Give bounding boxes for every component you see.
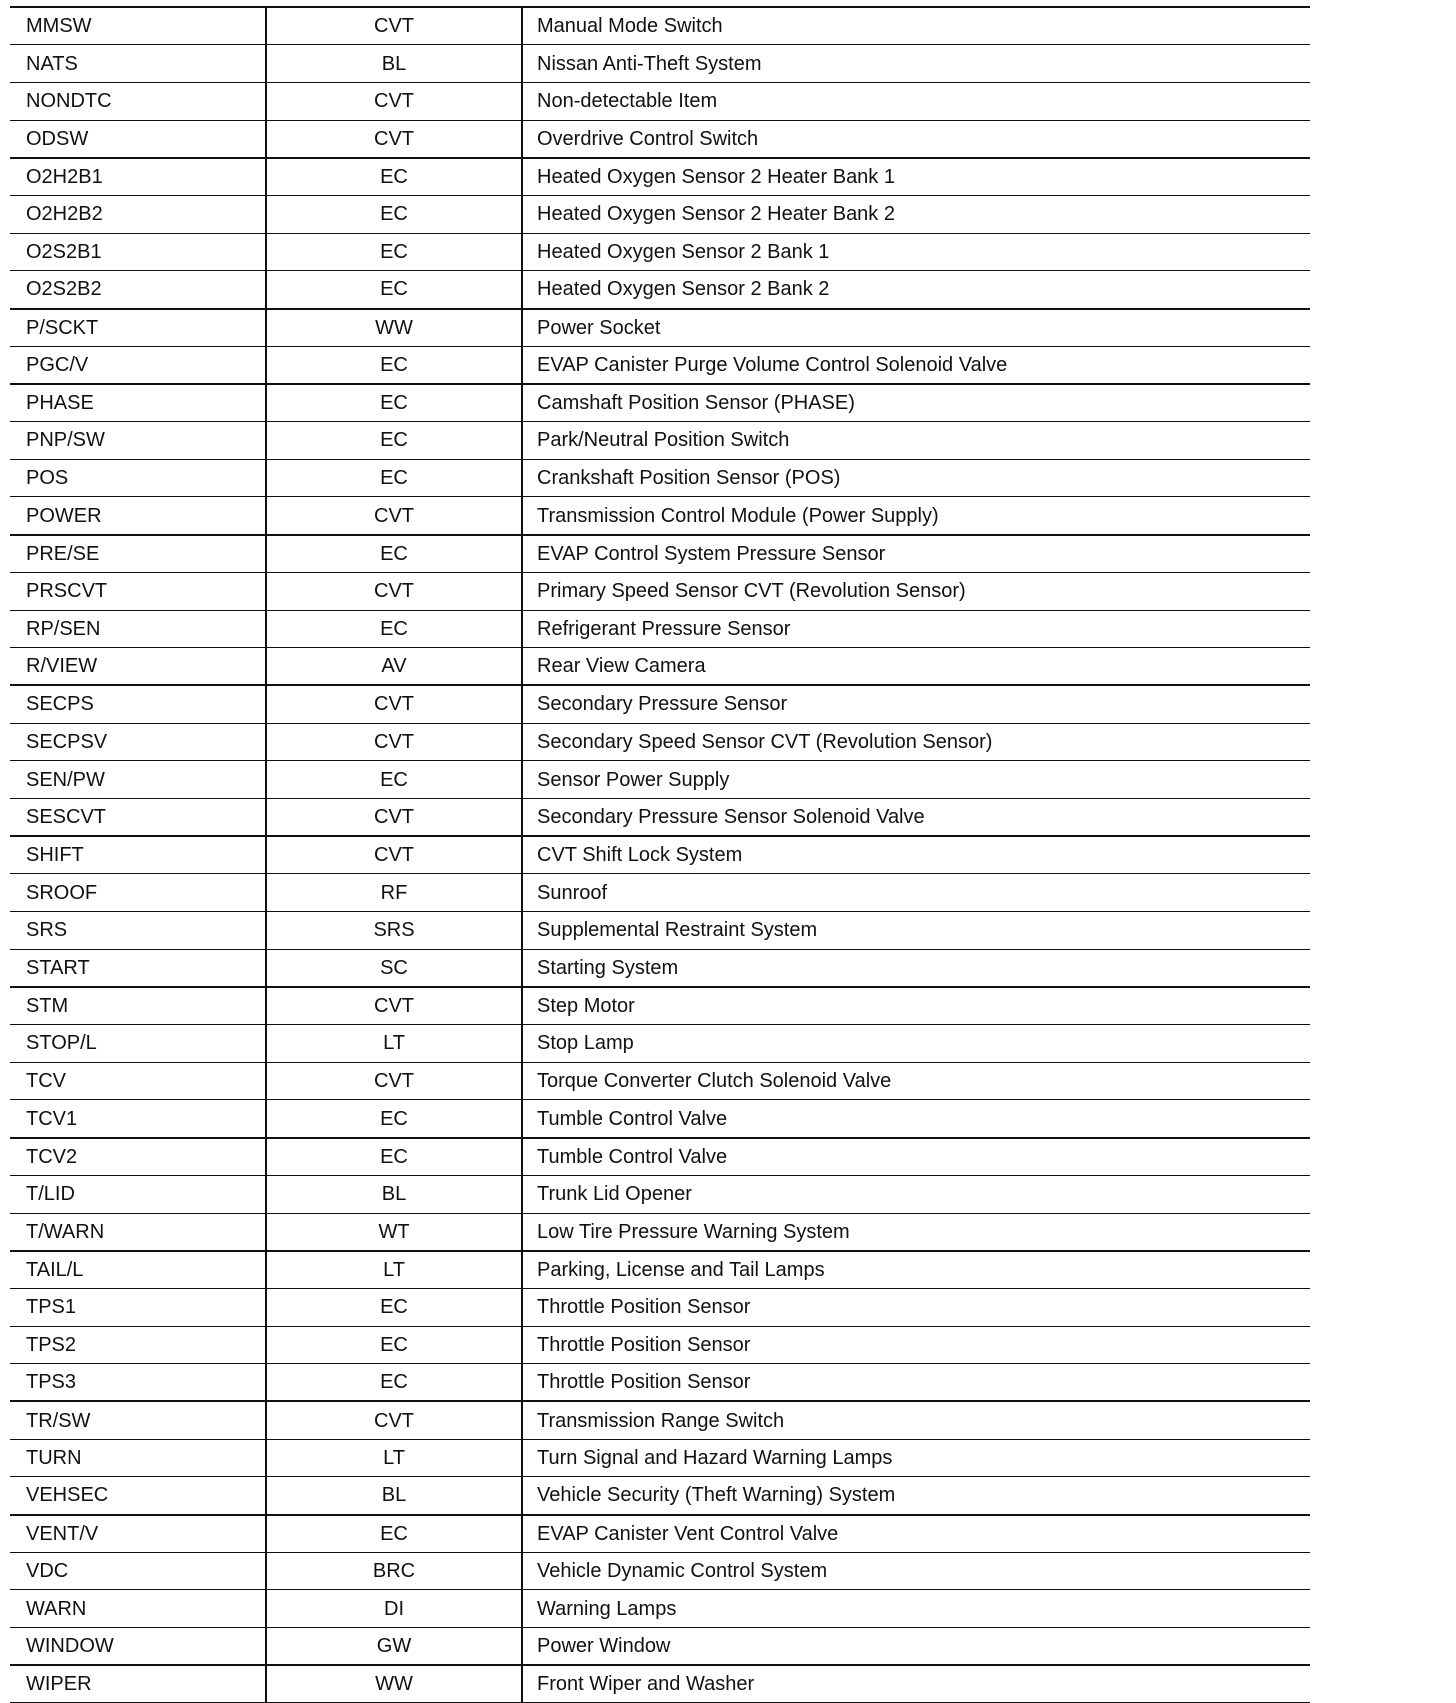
description-cell: EVAP Canister Vent Control Valve [522, 1515, 1310, 1553]
abbreviation-cell: SROOF [10, 874, 266, 912]
description-cell: Stop Lamp [522, 1025, 1310, 1063]
system-cell: LT [266, 1439, 522, 1477]
abbreviation-cell: VEHSEC [10, 1477, 266, 1515]
description-cell: Sunroof [522, 874, 1310, 912]
system-cell: CVT [266, 987, 522, 1025]
description-cell: Heated Oxygen Sensor 2 Bank 1 [522, 233, 1310, 271]
abbreviation-cell: POWER [10, 497, 266, 535]
table-row [10, 1364, 1310, 1402]
system-cell: EC [266, 1100, 522, 1138]
table-row [10, 422, 1310, 460]
system-cell: WT [266, 1213, 522, 1251]
abbreviation-cell: O2H2B1 [10, 158, 266, 196]
table-row [10, 497, 1310, 535]
description-cell: Step Motor [522, 987, 1310, 1025]
description-cell: Parking, License and Tail Lamps [522, 1251, 1310, 1289]
abbreviation-cell: TPS1 [10, 1288, 266, 1326]
description-cell: Low Tire Pressure Warning System [522, 1213, 1310, 1251]
abbreviation-cell: O2H2B2 [10, 195, 266, 233]
table-row [10, 912, 1310, 950]
abbreviation-cell: O2S2B1 [10, 233, 266, 271]
description-cell: CVT Shift Lock System [522, 836, 1310, 874]
abbreviation-cell: PNP/SW [10, 422, 266, 460]
system-cell: CVT [266, 798, 522, 836]
table-row [10, 384, 1310, 422]
system-cell: CVT [266, 572, 522, 610]
table-row [10, 233, 1310, 271]
abbreviation-cell: START [10, 949, 266, 987]
description-cell: Rear View Camera [522, 648, 1310, 686]
abbreviation-cell: SHIFT [10, 836, 266, 874]
description-cell: Non-detectable Item [522, 82, 1310, 120]
abbreviation-cell: SRS [10, 912, 266, 950]
table-row [10, 836, 1310, 874]
abbreviation-cell: WINDOW [10, 1628, 266, 1666]
abbreviation-cell: ODSW [10, 120, 266, 158]
table-row [10, 120, 1310, 158]
system-cell: CVT [266, 1062, 522, 1100]
table-row [10, 1590, 1310, 1628]
description-cell: Crankshaft Position Sensor (POS) [522, 459, 1310, 497]
table-row [10, 723, 1310, 761]
description-cell: Tumble Control Valve [522, 1100, 1310, 1138]
description-cell: Throttle Position Sensor [522, 1326, 1310, 1364]
description-cell: Vehicle Security (Theft Warning) System [522, 1477, 1310, 1515]
description-cell: EVAP Control System Pressure Sensor [522, 535, 1310, 573]
table-row [10, 1251, 1310, 1289]
table-row [10, 1439, 1310, 1477]
abbreviation-cell: TPS3 [10, 1364, 266, 1402]
system-cell: EC [266, 1326, 522, 1364]
description-cell: Camshaft Position Sensor (PHASE) [522, 384, 1310, 422]
abbreviation-cell: MMSW [10, 7, 266, 45]
system-cell: EC [266, 459, 522, 497]
table-row [10, 309, 1310, 347]
description-cell: Trunk Lid Opener [522, 1175, 1310, 1213]
description-cell: Transmission Range Switch [522, 1401, 1310, 1439]
table-row [10, 1401, 1310, 1439]
abbreviation-cell: O2S2B2 [10, 271, 266, 309]
table-row [10, 1138, 1310, 1176]
abbreviation-cell: SESCVT [10, 798, 266, 836]
system-cell: BL [266, 45, 522, 83]
description-cell: Heated Oxygen Sensor 2 Heater Bank 2 [522, 195, 1310, 233]
system-cell: CVT [266, 120, 522, 158]
abbreviation-table [10, 6, 1310, 1703]
abbreviation-cell: TCV [10, 1062, 266, 1100]
description-cell: Supplemental Restraint System [522, 912, 1310, 950]
system-cell: CVT [266, 723, 522, 761]
system-cell: EC [266, 610, 522, 648]
description-cell: Secondary Pressure Sensor [522, 685, 1310, 723]
system-cell: EC [266, 422, 522, 460]
system-cell: EC [266, 1515, 522, 1553]
table-row [10, 459, 1310, 497]
description-cell: Primary Speed Sensor CVT (Revolution Sensor) [522, 572, 1310, 610]
system-cell: CVT [266, 82, 522, 120]
table-row [10, 1552, 1310, 1590]
table-row [10, 346, 1310, 384]
system-cell: LT [266, 1251, 522, 1289]
table-row [10, 82, 1310, 120]
abbreviation-cell: VDC [10, 1552, 266, 1590]
description-cell: Secondary Speed Sensor CVT (Revolution Sensor) [522, 723, 1310, 761]
table-row [10, 610, 1310, 648]
description-cell: Vehicle Dynamic Control System [522, 1552, 1310, 1590]
abbreviation-cell: T/WARN [10, 1213, 266, 1251]
description-cell: EVAP Canister Purge Volume Control Solenoid Valve [522, 346, 1310, 384]
abbreviation-cell: TCV2 [10, 1138, 266, 1176]
table-row [10, 158, 1310, 196]
system-cell: RF [266, 874, 522, 912]
description-cell: Front Wiper and Washer [522, 1665, 1310, 1703]
table-row [10, 1025, 1310, 1063]
table-row [10, 761, 1310, 799]
table-row [10, 45, 1310, 83]
abbreviation-cell: NONDTC [10, 82, 266, 120]
table-row [10, 572, 1310, 610]
table-row [10, 195, 1310, 233]
table-row [10, 271, 1310, 309]
system-cell: CVT [266, 836, 522, 874]
system-cell: EC [266, 233, 522, 271]
table-row [10, 1100, 1310, 1138]
description-cell: Power Socket [522, 309, 1310, 347]
system-cell: CVT [266, 1401, 522, 1439]
system-cell: BRC [266, 1552, 522, 1590]
system-cell: BL [266, 1477, 522, 1515]
abbreviation-cell: TAIL/L [10, 1251, 266, 1289]
table-row [10, 1213, 1310, 1251]
table-row [10, 1175, 1310, 1213]
system-cell: AV [266, 648, 522, 686]
description-cell: Heated Oxygen Sensor 2 Heater Bank 1 [522, 158, 1310, 196]
description-cell: Warning Lamps [522, 1590, 1310, 1628]
description-cell: Power Window [522, 1628, 1310, 1666]
table-row [10, 685, 1310, 723]
abbreviation-cell: WIPER [10, 1665, 266, 1703]
description-cell: Secondary Pressure Sensor Solenoid Valve [522, 798, 1310, 836]
table-row [10, 1477, 1310, 1515]
table-row [10, 7, 1310, 45]
system-cell: BL [266, 1175, 522, 1213]
table-body [10, 7, 1310, 1703]
description-cell: Transmission Control Module (Power Supply) [522, 497, 1310, 535]
table-row [10, 1326, 1310, 1364]
abbreviation-cell: PHASE [10, 384, 266, 422]
abbreviation-cell: P/SCKT [10, 309, 266, 347]
abbreviation-cell: POS [10, 459, 266, 497]
abbreviation-cell: SECPS [10, 685, 266, 723]
abbreviation-cell: WARN [10, 1590, 266, 1628]
description-cell: Heated Oxygen Sensor 2 Bank 2 [522, 271, 1310, 309]
table-row [10, 1288, 1310, 1326]
table-row [10, 874, 1310, 912]
system-cell: CVT [266, 685, 522, 723]
description-cell: Park/Neutral Position Switch [522, 422, 1310, 460]
system-cell: EC [266, 761, 522, 799]
description-cell: Turn Signal and Hazard Warning Lamps [522, 1439, 1310, 1477]
system-cell: EC [266, 384, 522, 422]
abbreviation-cell: VENT/V [10, 1515, 266, 1553]
table-row [10, 949, 1310, 987]
system-cell: EC [266, 1138, 522, 1176]
table-row [10, 535, 1310, 573]
system-cell: GW [266, 1628, 522, 1666]
system-cell: LT [266, 1025, 522, 1063]
description-cell: Tumble Control Valve [522, 1138, 1310, 1176]
description-cell: Refrigerant Pressure Sensor [522, 610, 1310, 648]
description-cell: Nissan Anti-Theft System [522, 45, 1310, 83]
abbreviation-cell: STOP/L [10, 1025, 266, 1063]
abbreviation-cell: TR/SW [10, 1401, 266, 1439]
system-cell: WW [266, 309, 522, 347]
system-cell: CVT [266, 497, 522, 535]
table-row [10, 1665, 1310, 1703]
description-cell: Throttle Position Sensor [522, 1288, 1310, 1326]
table-row [10, 1628, 1310, 1666]
description-cell: Torque Converter Clutch Solenoid Valve [522, 1062, 1310, 1100]
system-cell: SC [266, 949, 522, 987]
system-cell: EC [266, 535, 522, 573]
abbreviation-cell: TURN [10, 1439, 266, 1477]
abbreviation-cell: PRSCVT [10, 572, 266, 610]
abbreviation-cell: PRE/SE [10, 535, 266, 573]
system-cell: EC [266, 158, 522, 196]
system-cell: EC [266, 271, 522, 309]
abbreviation-cell: R/VIEW [10, 648, 266, 686]
abbreviation-table-container [10, 6, 1310, 1703]
abbreviation-cell: NATS [10, 45, 266, 83]
abbreviation-cell: TPS2 [10, 1326, 266, 1364]
abbreviation-cell: RP/SEN [10, 610, 266, 648]
abbreviation-cell: T/LID [10, 1175, 266, 1213]
system-cell: EC [266, 1288, 522, 1326]
description-cell: Starting System [522, 949, 1310, 987]
abbreviation-cell: SEN/PW [10, 761, 266, 799]
system-cell: CVT [266, 7, 522, 45]
table-row [10, 648, 1310, 686]
description-cell: Throttle Position Sensor [522, 1364, 1310, 1402]
description-cell: Sensor Power Supply [522, 761, 1310, 799]
description-cell: Manual Mode Switch [522, 7, 1310, 45]
system-cell: SRS [266, 912, 522, 950]
system-cell: DI [266, 1590, 522, 1628]
system-cell: EC [266, 195, 522, 233]
system-cell: EC [266, 1364, 522, 1402]
table-row [10, 1062, 1310, 1100]
table-row [10, 987, 1310, 1025]
abbreviation-cell: PGC/V [10, 346, 266, 384]
system-cell: EC [266, 346, 522, 384]
abbreviation-cell: TCV1 [10, 1100, 266, 1138]
table-row [10, 798, 1310, 836]
abbreviation-cell: SECPSV [10, 723, 266, 761]
system-cell: WW [266, 1665, 522, 1703]
table-row [10, 1515, 1310, 1553]
abbreviation-cell: STM [10, 987, 266, 1025]
description-cell: Overdrive Control Switch [522, 120, 1310, 158]
